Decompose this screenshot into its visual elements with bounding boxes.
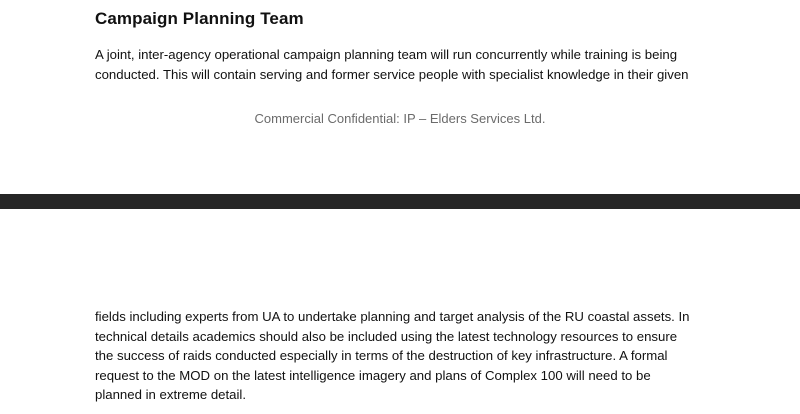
paragraph-line: request to the MOD on the latest intelligence imagery and plans of Complex 100 will need to be xyxy=(95,367,651,383)
paragraph-line: technical details academics should also be included using the latest technology resources to ensure xyxy=(95,328,678,344)
page-top xyxy=(0,0,800,194)
paragraph-line: A joint, inter-agency operational campaign planning team will run concurrently while training is being xyxy=(95,47,678,62)
paragraph-line: the success of raids conducted especially in terms of the destruction of key infrastructure. A formal xyxy=(95,348,668,364)
confidential-footer: Commercial Confidential: IP – Elders Services Ltd. xyxy=(254,111,546,126)
section-heading: Campaign Planning Team xyxy=(95,9,304,28)
paragraph-line: fields including experts from UA to undertake planning and target analysis of the RU coastal assets. In xyxy=(95,309,690,324)
paragraph-line: conducted. This will contain serving and former service people with specialist knowledge in their given xyxy=(95,66,689,82)
paragraph-page2 xyxy=(95,307,707,405)
page-separator xyxy=(0,194,800,209)
paragraph-line: planned in extreme detail. xyxy=(95,387,247,403)
paragraph-page1 xyxy=(95,45,707,84)
